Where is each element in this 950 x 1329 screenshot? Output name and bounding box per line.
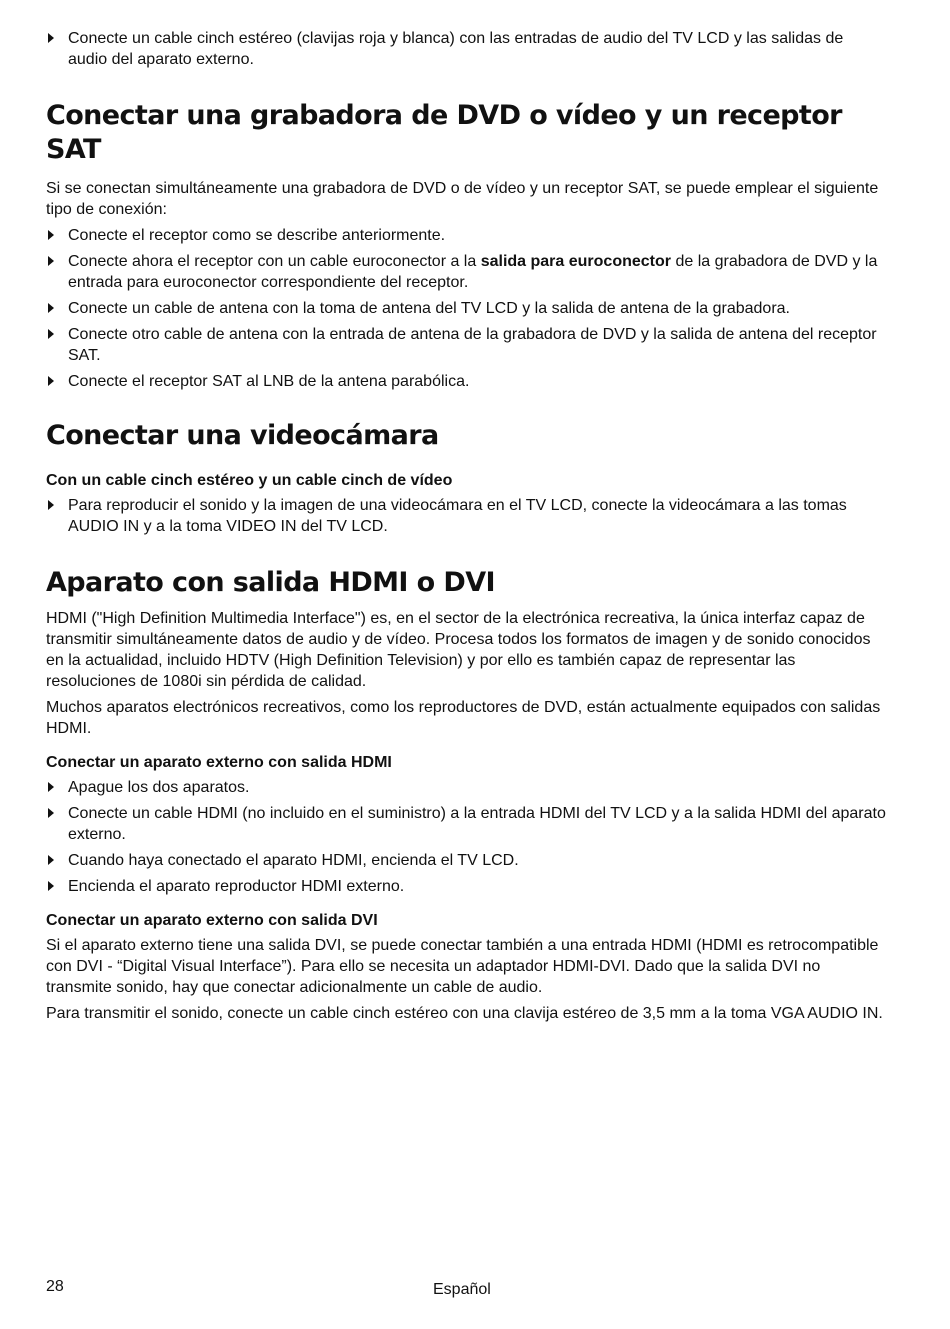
- list-item: [46, 324, 886, 366]
- bullet-arrow-icon: [48, 303, 54, 313]
- list-item: [46, 28, 886, 70]
- list-item: [46, 495, 886, 537]
- bullet-text: Para reproducir el sonido y la imagen de una videocámara en el TV LCD, conecte la videocámara a las tomas AUDIO IN y a la toma VIDEO IN del TV LCD.: [68, 497, 847, 535]
- bold-term: salida para euroconector: [480, 253, 671, 270]
- paragraph: Muchos aparatos electrónicos recreativos, como los reproductores de DVD, están actualmente equipados con salidas HDMI.: [46, 699, 881, 737]
- paragraph: Si el aparato externo tiene una salida DVI, se puede conectar también a una entrada HDMI (HDMI es retrocompatible con DVI - “Digital Visual Interface”). Para ello se necesita un adaptador HDMI-DVI. Dado que la salida DVI no transmite sonido, hay que conectar adicionalmente un cable de audio.: [46, 937, 879, 996]
- bullet-text: Conecte un cable de antena con la toma de antena del TV LCD y la salida de antena de la grabadora.: [68, 300, 790, 317]
- footer-language: Español: [433, 1281, 491, 1298]
- paragraph: Para transmitir el sonido, conecte un cable cinch estéreo con una clavija estéreo de 3,5 mm a la toma VGA AUDIO IN.: [46, 1005, 883, 1022]
- bullet-arrow-icon: [48, 782, 54, 792]
- subsection-title: Conectar un aparato externo con salida HDMI: [46, 754, 392, 771]
- list-item: [46, 251, 886, 293]
- paragraph: HDMI ("High Definition Multimedia Interface") es, en el sector de la electrónica recreativa, la única interfaz capaz de transmitir simultáneamente datos de audio y de vídeo. Procesa todos los formatos de imagen y de sonido conocidos en la actualidad, incluido HDTV (High Definition Television) y por ello es también capaz de representar las resoluciones de 1080i sin pérdida de calidad.: [46, 610, 871, 690]
- section-title-dvd-sat: Conectar una grabadora de DVD o vídeo y un receptor SAT: [46, 100, 842, 165]
- section-title-hdmi-dvi: Aparato con salida HDMI o DVI: [46, 567, 495, 598]
- bullet-text: Conecte un cable cinch estéreo (clavijas roja y blanca) con las entradas de audio del TV LCD y las salidas de audio del aparato externo.: [68, 30, 844, 68]
- bullet-arrow-icon: [48, 329, 54, 339]
- bullet-text-part: Conecte ahora el receptor con un cable euroconector a la: [68, 253, 481, 270]
- list-item: [46, 850, 886, 871]
- bullet-arrow-icon: [48, 230, 54, 240]
- bullet-text: Conecte el receptor SAT al LNB de la antena parabólica.: [68, 373, 470, 390]
- bullet-text: Conecte un cable HDMI (no incluido en el suministro) a la entrada HDMI del TV LCD y a la salida HDMI del aparato externo.: [68, 805, 886, 843]
- section-title-videocamara: Conectar una videocámara: [46, 420, 439, 451]
- bullet-arrow-icon: [48, 500, 54, 510]
- bullet-arrow-icon: [48, 881, 54, 891]
- page-content: [46, 28, 886, 1029]
- bullet-text-part: de la grabadora de DVD y la entrada para euroconector correspondiente del receptor.: [68, 253, 878, 291]
- paragraph: Si se conectan simultáneamente una grabadora de DVD o de vídeo y un receptor SAT, se puede emplear el siguiente tipo de conexión:: [46, 180, 879, 218]
- bullet-text: Cuando haya conectado el aparato HDMI, encienda el TV LCD.: [68, 852, 519, 869]
- list-item: [46, 803, 886, 845]
- bullet-text: Apague los dos aparatos.: [68, 779, 250, 796]
- list-item: [46, 225, 886, 246]
- bullet-arrow-icon: [48, 855, 54, 865]
- bullet-text: [68, 253, 877, 291]
- subsection-title: Conectar un aparato externo con salida DVI: [46, 912, 378, 929]
- bullet-arrow-icon: [48, 808, 54, 818]
- list-item: [46, 298, 886, 319]
- subsection-title: Con un cable cinch estéreo y un cable cinch de vídeo: [46, 472, 453, 489]
- page-number: 28: [46, 1278, 64, 1295]
- bullet-arrow-icon: [48, 33, 54, 43]
- bullet-text: Conecte el receptor como se describe anteriormente.: [68, 227, 446, 244]
- list-item: [46, 876, 886, 897]
- list-item: [46, 777, 886, 798]
- bullet-text: Encienda el aparato reproductor HDMI externo.: [68, 878, 405, 895]
- bullet-arrow-icon: [48, 376, 54, 386]
- bullet-text: Conecte otro cable de antena con la entrada de antena de la grabadora de DVD y la salida de antena del receptor SAT.: [68, 326, 877, 364]
- bullet-arrow-icon: [48, 256, 54, 266]
- list-item: [46, 371, 886, 392]
